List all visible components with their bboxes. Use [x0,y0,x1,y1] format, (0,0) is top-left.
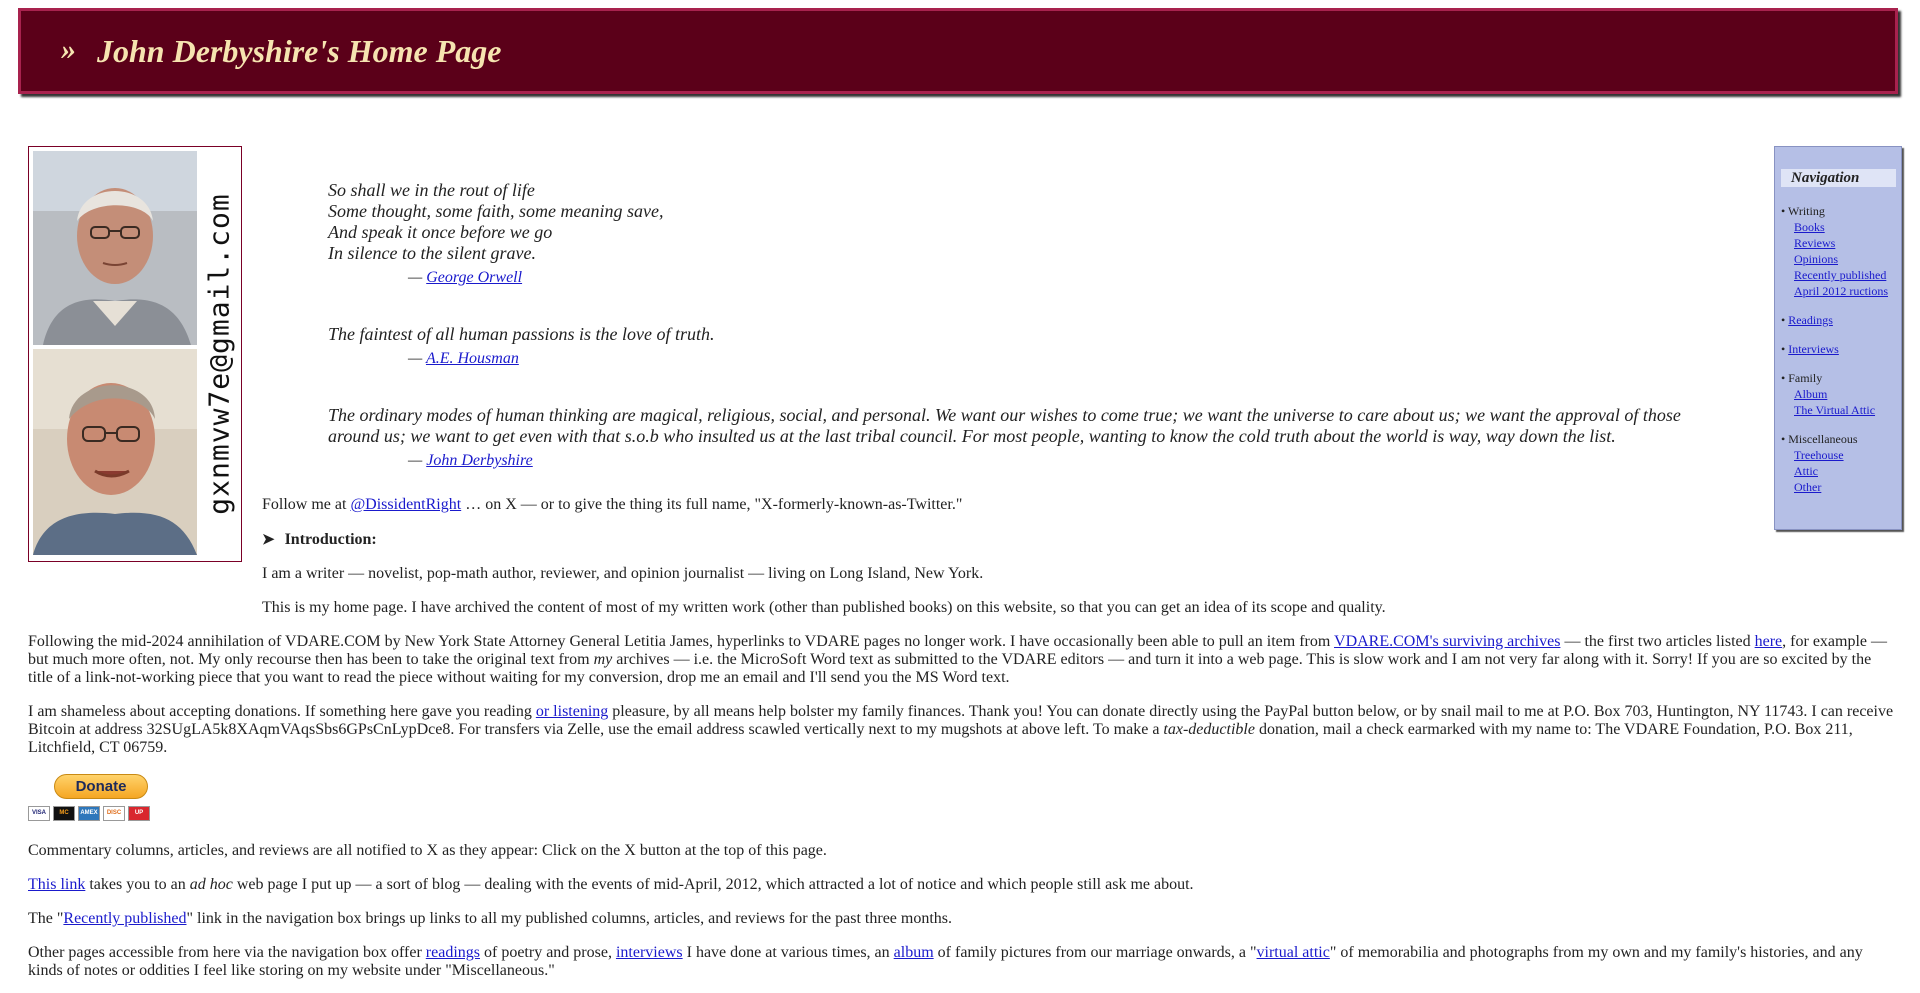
text-span: of family pictures from our marriage onwards, a " [937,944,1257,961]
discover-card-icon: DISC [103,806,125,821]
emphasis: tax-deductible [1163,721,1255,738]
nav-link-album[interactable]: Album [1794,387,1828,401]
x-handle-link[interactable]: @DissidentRight [350,496,462,513]
nav-link-attic[interactable]: Attic [1794,464,1818,478]
interviews-link[interactable]: interviews [615,944,683,961]
emphasis: my [593,651,613,668]
nav-link-interviews[interactable]: Interviews [1788,342,1839,356]
text-span: archives — i.e. the MicroSoft Word text as submitted to the VDARE editors — and turn it into a web page. This is slow work and I am not very far along with it. Sorry! If you are so excited by the title of a link-not-working piece that you want to read the piece without waiting for my conversion, drop me an email and I'll send you the MS Word text. [28,651,1872,686]
page-title: John Derbyshire's Home Page [97,33,502,69]
nav-link-reviews[interactable]: Reviews [1794,236,1836,250]
nav-section-family [1781,370,1822,386]
readings-link[interactable]: readings [425,944,480,961]
text-span: web page I put up — a sort of blog — dealing with the events of mid-April, 2012, which attracted a lot of notice and which people still ask me about. [236,876,1194,893]
nav-section-writing [1781,203,1825,219]
quote-line: In silence to the silent grave. [328,243,536,263]
listening-link[interactable]: or listening [535,703,609,720]
here-link[interactable]: here [1754,633,1783,650]
text-span: I am shameless about accepting donations. If something here gave you reading [28,703,532,720]
navigation-title: Navigation [1781,169,1896,187]
amex-card-icon: AMEX [78,806,100,821]
quote-attribution [408,450,1708,471]
paypal-donate [28,774,178,822]
author-photos [28,146,242,562]
text-span: takes you to an [89,876,186,893]
quote-attribution [408,267,663,288]
arrow-icon: ➤ [262,532,275,548]
nav-link-treehouse[interactable]: Treehouse [1794,448,1844,462]
nav-link-recently-published[interactable]: Recently published [1794,268,1887,282]
intro-paragraph-1: I am a writer — novelist, pop-math author, reviewer, and opinion journalist — living on Long Island, New York. [262,565,984,582]
text-span: The " [28,910,64,927]
recently-published-paragraph [28,910,952,928]
text-span: donation, mail a check earmarked with my name to: The VDARE Foundation, P.O. Box 211, Litchfield, CT 06759. [28,721,1853,756]
nav-section-label: Writing [1788,204,1825,218]
nav-section-label: Miscellaneous [1788,432,1858,446]
text-span: , for example — but much more often, not. My only recourse then has been to take the original text from [28,633,1888,668]
quote-orwell [328,180,663,288]
donate-button[interactable]: Donate [54,774,148,799]
follow-suffix: … on X — or to give the thing its full name, "X-formerly-known-as-Twitter." [465,496,963,513]
other-pages-paragraph [28,944,1898,980]
quote-line: The faintest of all human passions is the love of truth. [328,324,715,344]
nav-link-virtual-attic[interactable]: The Virtual Attic [1794,403,1876,417]
bullet: • [1781,204,1786,218]
nav-link-april-2012[interactable]: April 2012 ructions [1794,284,1888,298]
attribution-dash: — [408,350,423,367]
page-banner [18,8,1898,94]
text-span: Other pages accessible from here via the navigation box offer [28,944,422,961]
visa-card-icon: VISA [28,806,50,821]
donations-paragraph [28,703,1898,757]
author-link-housman[interactable]: A.E. Housman [425,350,519,367]
vdare-paragraph [28,633,1898,687]
nav-link-readings[interactable]: Readings [1788,313,1833,327]
follow-prefix: Follow me at [262,496,347,513]
author-photo-older [33,151,197,345]
april-2012-paragraph [28,876,1194,894]
text-span: of poetry and prose, [483,944,612,961]
attribution-dash: — [408,269,423,286]
quote-derbyshire [328,405,1708,471]
quote-attribution [408,348,715,369]
follow-line [262,496,962,514]
text-span: pleasure, by all means help bolster my family finances. Thank you! You can donate directly using the PayPal button below, or by snail mail to me at P.O. Box 703, Huntington, NY 11743. I can receive Bitcoin at address 32SUgLA5k8XAqmVAqsSbs6GPsCnLypDce8. For transfers via Zelle, use the email address scawled vertically next to my mugshots at above left. To make a [28,703,1894,738]
attribution-dash: — [408,452,423,469]
text-span: — the first two articles listed [1564,633,1751,650]
album-link[interactable]: album [893,944,934,961]
introduction-heading [262,531,377,549]
unionpay-card-icon: UP [128,806,150,821]
bullet: • [1781,371,1786,385]
commentary-paragraph: Commentary columns, articles, and reviews are all notified to X as they appear: Click on the X button at the top of this page. [28,842,827,859]
emphasis: ad hoc [189,876,233,893]
author-link-orwell[interactable]: George Orwell [426,269,523,286]
quote-line: So shall we in the rout of life [328,180,535,200]
text-span: Following the mid-2024 annihilation of VDARE.COM by New York State Attorney General Letitia James, hyperlinks to VDARE pages no longer work. I have occasionally been able to pull an item from [28,633,1331,650]
email-address: gxnmvw7e@gmail.com [202,193,236,515]
intro-label: Introduction: [284,531,377,548]
vdare-archives-link[interactable]: VDARE.COM's surviving archives [1334,633,1561,650]
bullet: • [1781,432,1786,446]
quote-housman [328,324,715,369]
text-span: I have done at various times, an [686,944,890,961]
nav-link-other[interactable]: Other [1794,480,1822,494]
author-link-derbyshire[interactable]: John Derbyshire [426,452,533,469]
nav-section-interviews [1781,341,1839,357]
quote-text: The ordinary modes of human thinking are magical, religious, social, and personal. We want our wishes to come true; we want the universe to care about us; we want the approval of those around us; we want to get even with that s.o.b who insulted us at the last tribal council. For most people, wanting to know the cold truth about the world is way, way down the list. [328,405,1681,446]
vertical-email [199,151,239,557]
bullet: • [1781,342,1786,356]
nav-section-label: Family [1788,371,1823,385]
nav-section-misc [1781,431,1858,447]
chevron-icon: » [61,33,76,66]
quote-line: And speak it once before we go [328,222,553,242]
text-span: " of memorabilia and photographs from my own and my family's histories, and any kinds of notes or oddities I feel like storing on my website under "Miscellaneous." [28,944,1863,979]
nav-link-books[interactable]: Books [1794,220,1825,234]
navigation-box [1774,146,1902,530]
nav-link-opinions[interactable]: Opinions [1794,252,1839,266]
text-span: " link in the navigation box brings up links to all my published columns, articles, and reviews for the past three months. [186,910,953,927]
intro-paragraph-2: This is my home page. I have archived the content of most of my written work (other than published books) on this website, so that you can get an idea of its scope and quality. [262,599,1386,616]
this-link[interactable]: This link [28,876,86,893]
virtual-attic-link[interactable]: virtual attic [1256,944,1330,961]
nav-section-readings [1781,312,1833,328]
mastercard-icon: MC [53,806,75,821]
bullet: • [1781,313,1786,327]
recently-published-link[interactable]: Recently published [63,910,187,927]
quote-line: Some thought, some faith, some meaning save, [328,201,664,221]
author-photo-younger [33,349,197,555]
